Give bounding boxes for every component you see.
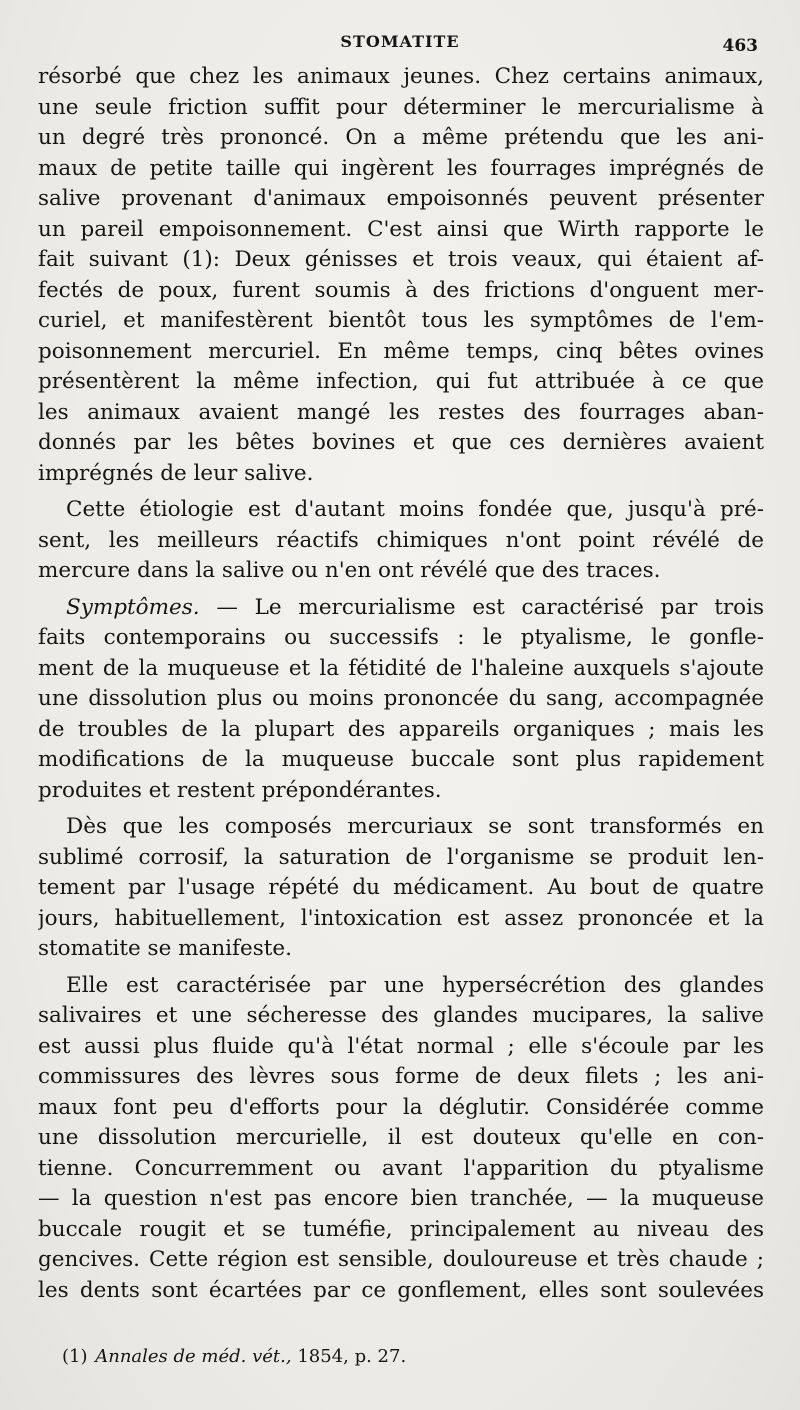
- text-line: produites et restent prépondérantes.: [38, 777, 442, 803]
- text-line: commissures des lèvres sous forme de deux filets ; les ani-: [38, 1064, 764, 1089]
- text-line: un pareil empoisonnement. C'est ainsi que Wirth rapporte le: [38, 216, 764, 242]
- paragraph: [38, 812, 764, 965]
- text-line: [38, 593, 764, 624]
- footnote-details: 1854, p. 27.: [297, 1346, 407, 1367]
- text-line: sent, les meilleurs réactifs chimiques n'ont point révélé de: [38, 527, 764, 553]
- section-lead: Symptômes.: [66, 594, 200, 620]
- running-head-title: STOMATITE: [340, 32, 460, 51]
- paragraph: [38, 495, 764, 587]
- text-line: tienne. Concurremment ou avant l'apparition du ptyalisme: [38, 1155, 764, 1181]
- text-line: une dissolution plus ou moins prononcée du sang, accompagnée: [38, 686, 764, 711]
- text-line: les dents sont écartées par ce gonflement, elles sont soulevées: [38, 1277, 764, 1303]
- text-line: ment de la muqueuse et la fétidité de l'haleine auxquels s'ajoute: [38, 655, 764, 681]
- text-line: de troubles de la plupart des appareils organiques ; mais les: [38, 716, 764, 742]
- text-line: une seule friction suffit pour déterminer le mercurialisme à: [38, 94, 764, 120]
- text-line: maux font peu d'efforts pour la déglutir. Considérée comme: [38, 1094, 764, 1120]
- text-line: modifications de la muqueuse buccale sont plus rapidement: [38, 747, 764, 772]
- text-line: gencives. Cette région est sensible, douloureuse et très chaude ;: [38, 1247, 764, 1272]
- footnote: [62, 1346, 406, 1367]
- page-number: 463: [722, 36, 758, 56]
- text-line: jours, habituellement, l'intoxication est assez prononcée et la: [38, 905, 764, 931]
- paragraph: [38, 971, 764, 1307]
- text-line: donnés par les bêtes bovines et que ces dernières avaient: [38, 430, 764, 455]
- text-line: fectés de poux, furent soumis à des frictions d'onguent mer-: [38, 277, 764, 303]
- text-line: un degré très prononcé. On a même prétendu que les ani-: [38, 125, 764, 150]
- text-line: poisonnement mercuriel. En même temps, cinq bêtes ovines: [38, 338, 764, 364]
- footnote-marker: (1): [62, 1346, 88, 1367]
- text-line: sublimé corrosif, la saturation de l'organisme se produit len-: [38, 844, 764, 870]
- text-line: résorbé que chez les animaux jeunes. Chez certains animaux,: [38, 64, 764, 89]
- footnote-source: Annales de méd. vét.,: [95, 1346, 292, 1367]
- text-line: — la question n'est pas encore bien tranchée, — la muqueuse: [38, 1186, 764, 1211]
- body-text: [38, 62, 764, 1312]
- paragraph: [38, 593, 764, 807]
- text-line: fait suivant (1): Deux génisses et trois veaux, qui étaient af-: [38, 247, 764, 272]
- text-line: buccale rougit et se tuméfie, principalement au niveau des: [38, 1216, 764, 1242]
- text-line: Elle est caractérisée par une hypersécrétion des glandes: [66, 972, 764, 998]
- text-line: présentèrent la même infection, qui fut attribuée à ce que: [38, 369, 764, 394]
- text-line: les animaux avaient mangé les restes des fourrages aban-: [38, 399, 764, 425]
- text-line: faits contemporains ou successifs : le ptyalisme, le gonfle-: [38, 625, 764, 650]
- text-line: Dès que les composés mercuriaux se sont transformés en: [66, 814, 764, 839]
- text-line: mercure dans la salive ou n'en ont révélé que des traces.: [38, 558, 661, 583]
- text-line: stomatite se manifeste.: [38, 936, 292, 961]
- text-line: tement par l'usage répété du médicament. Au bout de quatre: [38, 875, 764, 900]
- paragraph: [38, 62, 764, 489]
- text-line: une dissolution mercurielle, il est douteux qu'elle en con-: [38, 1125, 764, 1150]
- text-run: — Le mercurialisme est caractérisé par trois: [199, 594, 764, 620]
- text-line: imprégnés de leur salive.: [38, 460, 314, 486]
- running-head: [0, 32, 800, 56]
- text-line: salive provenant d'animaux empoisonnés peuvent présenter: [38, 186, 764, 211]
- text-line: est aussi plus fluide qu'à l'état normal ; elle s'écoule par les: [38, 1033, 764, 1059]
- text-line: maux de petite taille qui ingèrent les fourrages imprégnés de: [38, 155, 764, 181]
- text-line: salivaires et une sécheresse des glandes mucipares, la salive: [38, 1003, 764, 1028]
- text-line: curiel, et manifestèrent bientôt tous les symptômes de l'em-: [38, 308, 764, 333]
- text-line: Cette étiologie est d'autant moins fondée que, jusqu'à pré-: [66, 497, 764, 522]
